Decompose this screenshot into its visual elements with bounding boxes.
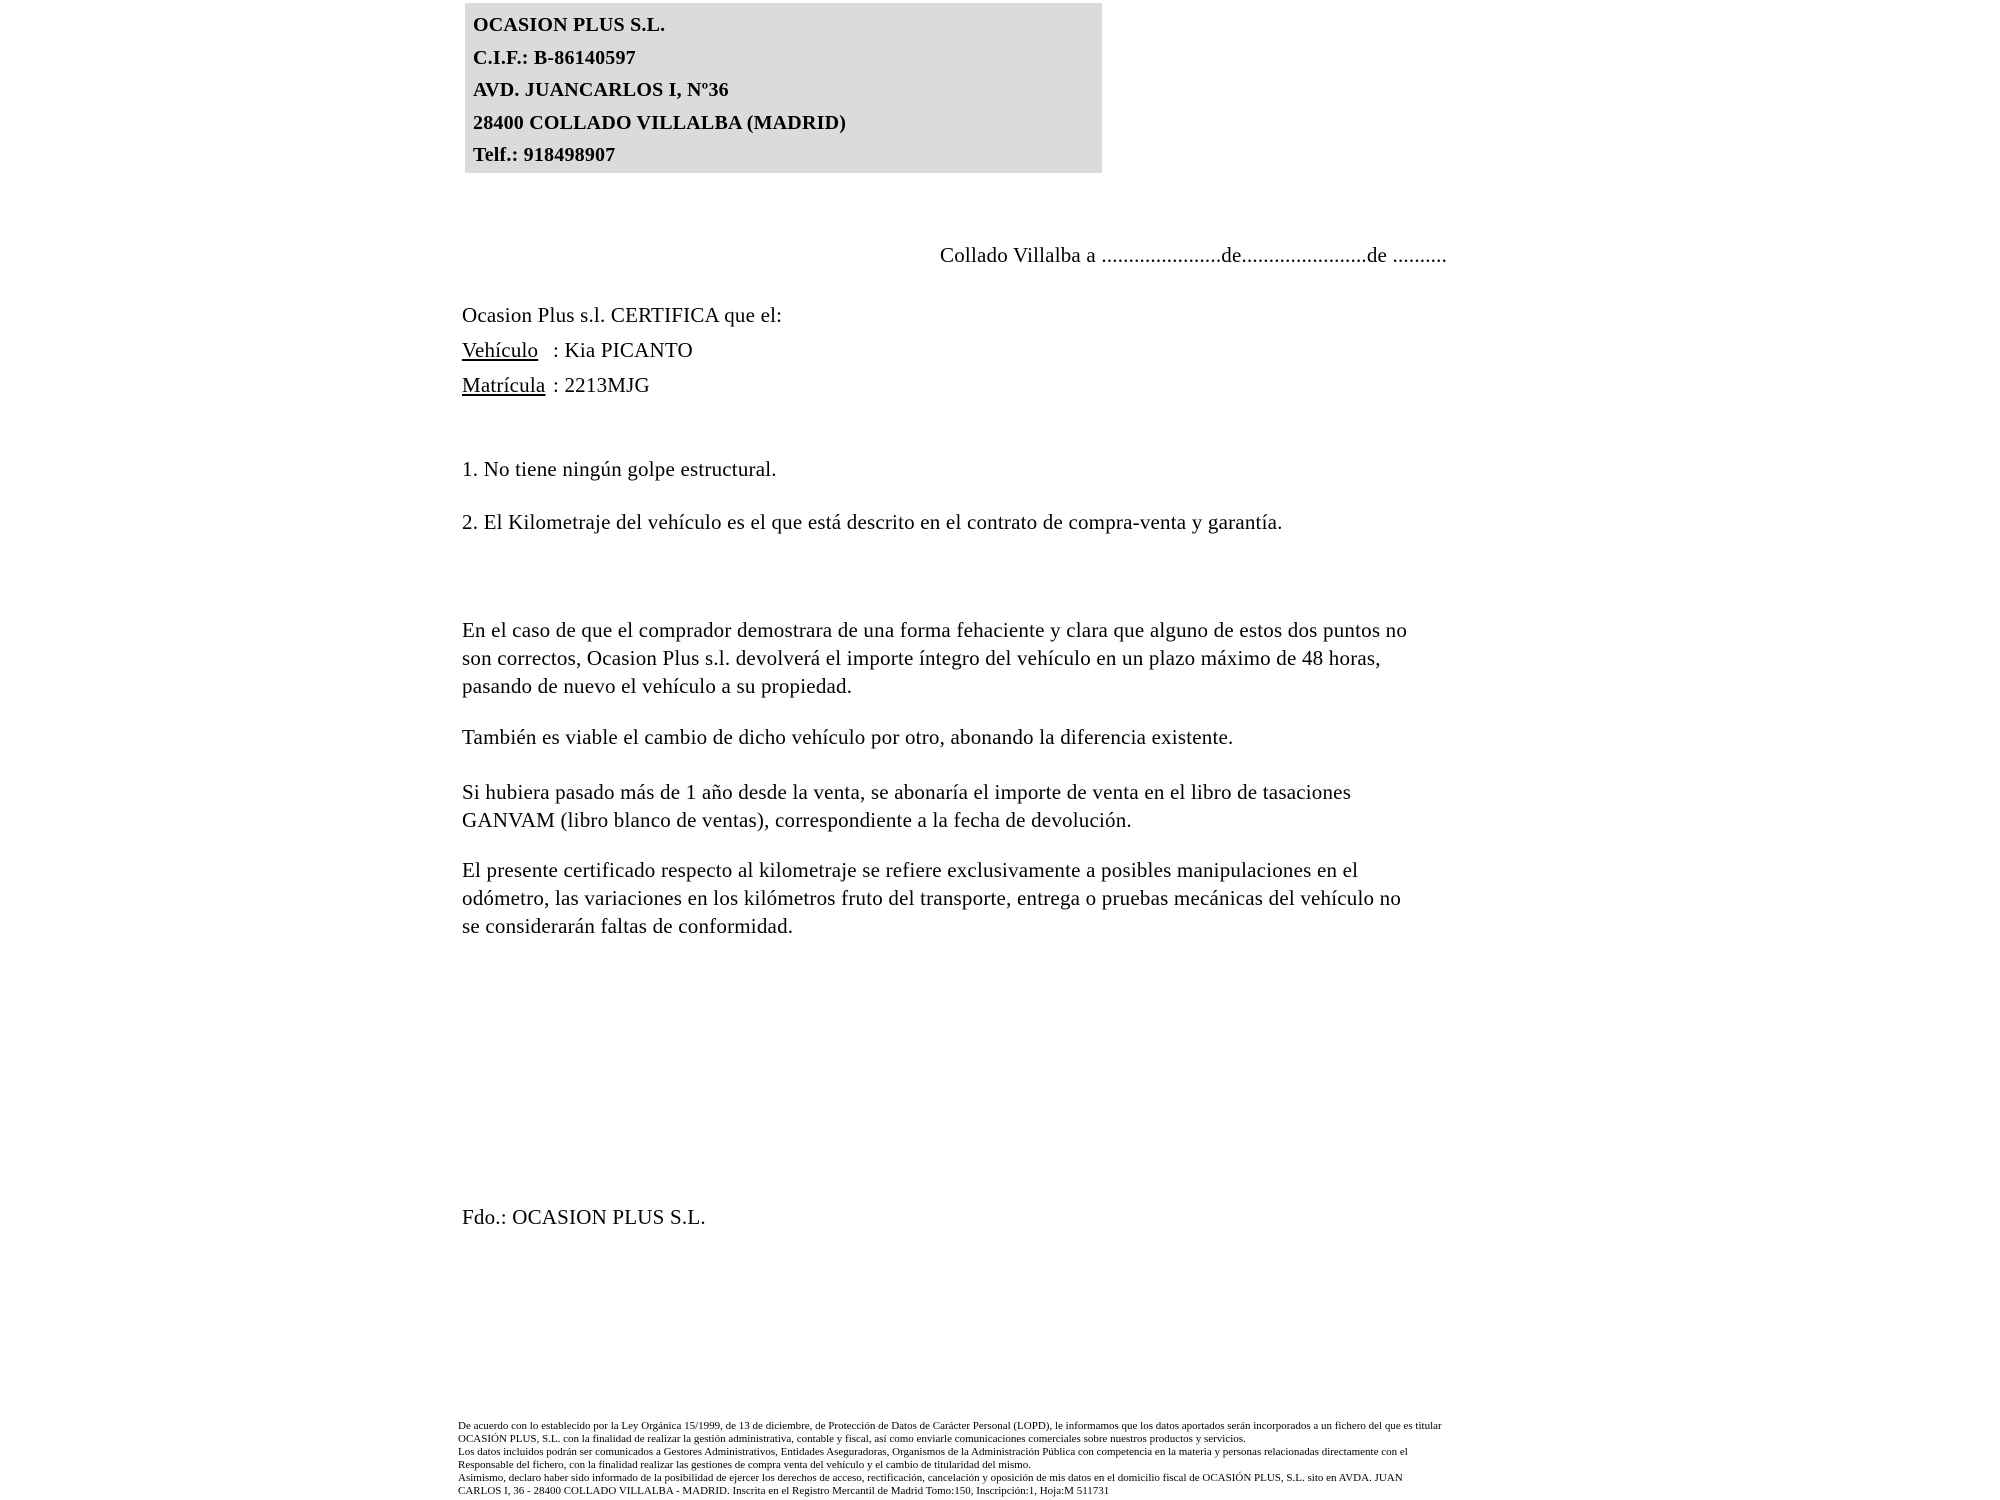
legal-footer-line: OCASIÓN PLUS, S.L. con la finalidad de realizar la gestión administrativa, contable y fiscal, así como enviarle comunicaciones comerciales sobre nuestros productos y servicios. <box>458 1433 1246 1445</box>
plate-label: Matrícula <box>462 373 546 397</box>
clause-1: 1. No tiene ningún golpe estructural. <box>462 457 777 481</box>
company-name: OCASION PLUS S.L. <box>473 14 666 36</box>
company-cif: C.I.F.: B-86140597 <box>473 46 636 69</box>
paragraph-refund-line: pasando de nuevo el vehículo a su propiedad. <box>462 674 853 698</box>
legal-footer-line: Los datos incluidos podrán ser comunicados a Gestores Administrativos, Entidades Aseguradoras, Organismos de la Administración Pública con competencia en la materia y personas relacionadas directamente con el <box>458 1446 1408 1458</box>
paragraph-odometer-line: se considerarán faltas de conformidad. <box>462 914 794 938</box>
vehicle-label: Vehículo <box>462 338 539 362</box>
company-city: 28400 COLLADO VILLALBA (MADRID) <box>473 111 847 134</box>
company-address: AVD. JUANCARLOS I, Nº36 <box>473 79 729 101</box>
vehicle-value: : Kia PICANTO <box>553 338 693 362</box>
company-header-block <box>465 3 1102 173</box>
legal-footer-line: De acuerdo con lo establecido por la Ley Orgánica 15/1999, de 13 de diciembre, de Protección de Datos de Carácter Personal (LOPD), le informamos que los datos aportados serán incorporados a un fichero del que es titular <box>458 1420 1442 1432</box>
clause-2: 2. El Kilometraje del vehículo es el que está descrito en el contrato de compra-venta y garantía. <box>462 510 1283 534</box>
signature-line: Fdo.: OCASION PLUS S.L. <box>462 1205 706 1229</box>
company-phone: Telf.: 918498907 <box>473 144 616 166</box>
paragraph-refund-line: son correctos, Ocasion Plus s.l. devolverá el importe íntegro del vehículo en un plazo máximo de 48 horas, <box>462 646 1381 670</box>
vehicle-row <box>462 338 693 363</box>
plate-value: : 2213MJG <box>553 373 650 397</box>
paragraph-refund-line: En el caso de que el comprador demostrara de una forma fehaciente y clara que alguno de estos dos puntos no <box>462 618 1408 642</box>
date-line: Collado Villalba a ......................de.......................de .......... <box>940 243 1448 267</box>
paragraph-odometer-line: El presente certificado respecto al kilometraje se refiere exclusivamente a posibles manipulaciones en el <box>462 858 1359 882</box>
legal-footer-line: Responsable del fichero, con la finalidad realizar las gestiones de compra venta del vehículo y el cambio de titularidad del mismo. <box>458 1459 1032 1471</box>
legal-footer-line: CARLOS I, 36 - 28400 COLLADO VILLALBA - MADRID. Inscrita en el Registro Mercantil de Madrid Tomo:150, Inscripción:1, Hoja:M 511731 <box>458 1485 1110 1497</box>
paragraph-ganvam-line: Si hubiera pasado más de 1 año desde la venta, se abonaría el importe de venta en el libro de tasaciones <box>462 780 1352 804</box>
certify-intro: Ocasion Plus s.l. CERTIFICA que el: <box>462 303 783 327</box>
plate-row <box>462 373 650 398</box>
paragraph-exchange-line: También es viable el cambio de dicho vehículo por otro, abonando la diferencia existente. <box>462 725 1234 749</box>
legal-footer-line: Asimismo, declaro haber sido informado de la posibilidad de ejercer los derechos de acceso, rectificación, cancelación y oposición de mis datos en el domicilio fiscal de OCASIÓN PLUS, S.L. sito en AVDA. JUAN <box>458 1472 1403 1484</box>
paragraph-ganvam-line: GANVAM (libro blanco de ventas), correspondiente a la fecha de devolución. <box>462 808 1132 832</box>
paragraph-odometer-line: odómetro, las variaciones en los kilómetros fruto del transporte, entrega o pruebas mecánicas del vehículo no <box>462 886 1402 910</box>
